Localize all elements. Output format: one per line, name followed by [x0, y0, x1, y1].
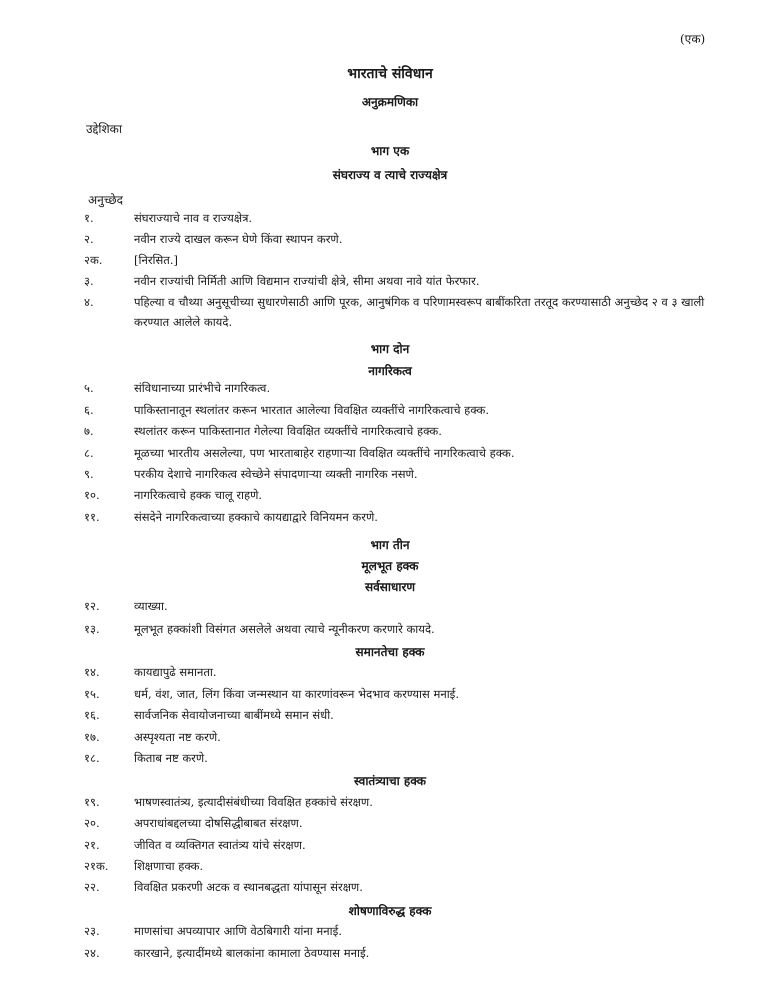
page-number: (एक) [680, 32, 706, 46]
part1-heading: भाग एक [370, 144, 410, 158]
part3-heading: भाग तीन [370, 538, 410, 552]
article-text: पहिल्या व चौथ्या अनुसूचीच्या सुधारणेसाठी आणि पूरक, आनुषंगिक व परिणामस्वरूप बाबींकरिता तरतूद करण्यासाठी अनुच्छेद २ व ३ खाली करण्यात आलेले कायदे. [134, 295, 705, 329]
article-text: कायद्यापुढे समानता. [134, 665, 217, 679]
article-number: १०. [84, 488, 100, 502]
section-title-general: सर्वसाधारण [364, 580, 416, 594]
article-number: १८. [84, 751, 100, 765]
article-text: नवीन राज्यांची निर्मिती आणि विद्यमान राज्यांची क्षेत्रे, सीमा अथवा नावे यांत फेरफार. [134, 274, 480, 288]
article-text: भाषणस्वातंत्र्य, इत्यादीसंबंधीच्या विवक्षित हक्कांचे संरक्षण. [134, 795, 373, 809]
article-number: १. [84, 211, 94, 225]
article-number: १६. [84, 708, 100, 722]
article-number: ११. [84, 510, 100, 524]
article-text: संघराज्याचे नाव व राज्यक्षेत्र. [134, 211, 253, 225]
article-number: २४. [84, 946, 100, 960]
article-text: व्याख्या. [134, 599, 168, 613]
article-text: नवीन राज्ये दाखल करून घेणे किंवा स्थापन करणे. [134, 232, 343, 246]
article-number: २क. [84, 253, 103, 267]
article-text: संविधानाच्या प्रारंभीचे नागरिकत्व. [134, 381, 271, 395]
article-text: कारखाने, इत्यादींमध्ये बालकांना कामाला ठेवण्यास मनाई. [134, 946, 370, 960]
part2-title: नागरिकत्व [368, 364, 412, 378]
article-number: १५. [84, 687, 100, 701]
part1-title: संघराज्य व त्याचे राज्यक्षेत्र [332, 168, 448, 182]
article-number: ८. [84, 446, 94, 460]
article-number: १३. [84, 622, 100, 636]
part3-title: मूलभूत हक्क [361, 559, 419, 573]
article-text: नागरिकत्वाचे हक्क चालू राहणे. [134, 488, 263, 502]
article-text: माणसांचा अपव्यापार आणि वेठबिगारी यांना मनाई. [134, 924, 342, 938]
article-text: स्थलांतर करून पाकिस्तानात गेलेल्या विवक्षित व्यक्तींचे नागरिकत्वाचे हक्क. [134, 424, 442, 438]
article-number: ४. [84, 295, 94, 309]
article-number: ९. [84, 467, 94, 481]
article-number: २०. [84, 816, 100, 830]
article-text: किताब नष्ट करणे. [134, 751, 208, 765]
article-number: ३. [84, 274, 94, 288]
article-text: अपराधांबद्दलच्या दोषसिद्धीबाबत संरक्षण. [134, 816, 303, 830]
article-text: विवक्षित प्रकरणी अटक व स्थानबद्धता यांपासून संरक्षण. [134, 880, 363, 894]
section-title-freedom: स्वातंत्र्याचा हक्क [353, 774, 426, 788]
article-text: अस्पृश्यता नष्ट करणे. [134, 730, 221, 744]
document-subtitle: अनुक्रमणिका [361, 95, 419, 109]
article-number: १९. [84, 795, 100, 809]
article-number: २३. [84, 924, 100, 938]
article-number: १४. [84, 665, 100, 679]
document-title: भारताचे संविधान [347, 66, 433, 82]
article-number: २१. [84, 838, 100, 852]
anuchhed-label: अनुच्छेद [88, 193, 124, 207]
article-text: परकीय देशाचे नागरिकत्व स्वेच्छेने संपादणाऱ्या व्यक्ती नागरिक नसणे. [134, 467, 418, 481]
article-text: मूलभूत हक्कांशी विसंगत असलेले अथवा त्याचे न्यूनीकरण करणारे कायदे. [134, 622, 435, 636]
article-text: शिक्षणाचा हक्क. [134, 859, 204, 873]
article-number: २२. [84, 880, 100, 894]
article-number: ६. [84, 403, 94, 417]
part2-heading: भाग दोन [370, 342, 410, 356]
article-text: संसदेने नागरिकत्वाच्या हक्काचे कायद्याद्वारे विनियमन करणे. [134, 510, 378, 524]
article-number: ५. [84, 381, 94, 395]
article-text: धर्म, वंश, जात, लिंग किंवा जन्मस्थान या कारणांवरून भेदभाव करण्यास मनाई. [134, 687, 459, 701]
article-text: जीवित व व्यक्तिगत स्वातंत्र्य यांचे संरक्षण. [134, 838, 306, 852]
section-title-equality: समानतेचा हक्क [355, 645, 425, 659]
article-text: पाकिस्तानातून स्थलांतर करून भारतात आलेल्या विवक्षित व्यक्तींचे नागरिकत्वाचे हक्क. [134, 403, 490, 417]
article-number: १७. [84, 730, 100, 744]
article-text: मूळच्या भारतीय असलेल्या, पण भारताबाहेर राहणाऱ्या विवक्षित व्यक्तींचे नागरिकत्वाचे हक्क. [134, 446, 515, 460]
article-number: १२. [84, 599, 100, 613]
section-title-exploitation: शोषणाविरुद्ध हक्क [348, 904, 432, 918]
preamble-label: उद्देशिका [86, 122, 122, 136]
article-number: २. [84, 232, 94, 246]
article-text: सार्वजनिक सेवायोजनाच्या बाबींमध्ये समान संधी. [134, 708, 334, 722]
article-number: ७. [84, 424, 94, 438]
article-number: २१क. [84, 859, 109, 873]
article-text: [निरसित.] [134, 253, 179, 267]
